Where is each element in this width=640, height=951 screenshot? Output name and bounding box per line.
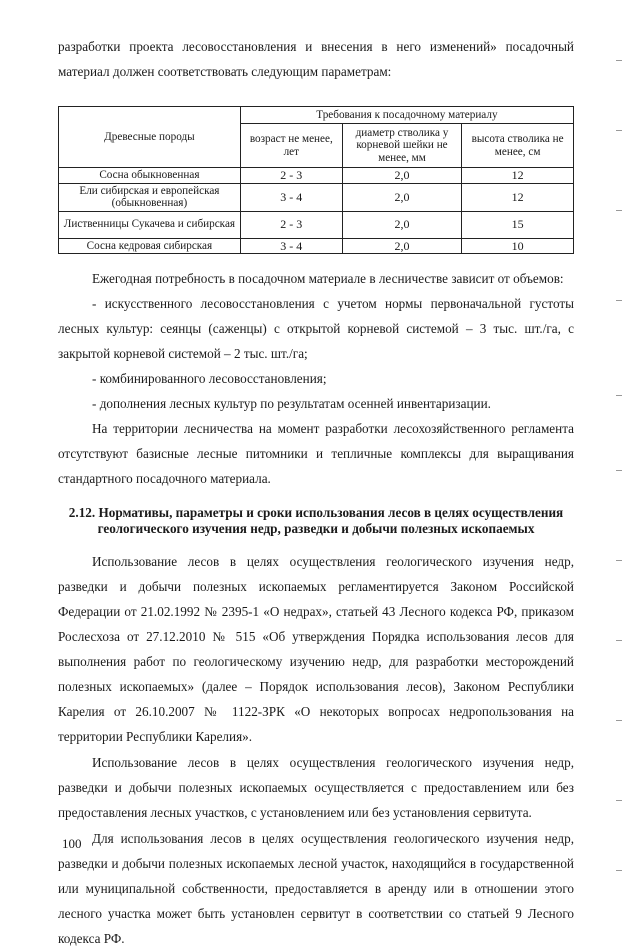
table-row: [59, 168, 574, 184]
section-paragraph-regulation: Использование лесов в целях осуществления геологического изучения недр, разведки и добычи полезных ископаемых регламентируется Законом Российской Федерации от 21.02.1992 № 2395-1 «О недрах», статьей 43 Лесного кодекса РФ, приказом Рослесхоза от 27.12.2010 № 515 «Об утверждения Порядка использования лесов для выполнения работ по геологическому изучению недр, для разработки месторождений полезных ископаемых» (далее – Порядок использования лесов), Законом Республики Карелия от 26.10.2007 № 1122-ЗРК «О некоторых вопросах недропользования на территории Республики Карелия».: [58, 554, 574, 744]
table-cell-species: Сосна кедровая сибирская: [59, 238, 241, 254]
table-header-group: Требования к посадочному материалу: [240, 107, 573, 124]
paragraph-supplement: - дополнения лесных культур по результатам осенней инвентаризации.: [92, 396, 491, 411]
table-cell-age: 2 - 3: [240, 211, 342, 238]
scan-edge-marks: [616, 0, 640, 905]
table-row: [59, 183, 574, 211]
table-cell-diameter: 2,0: [342, 211, 461, 238]
paragraph-demand: Ежегодная потребность в посадочном материале в лесничестве зависит от объемов:: [92, 271, 564, 286]
table-header-height: высота стволика не менее, см: [462, 124, 574, 168]
table-header-age: возраст не менее, лет: [240, 124, 342, 168]
planting-material-table: [58, 106, 574, 254]
table-cell-age: 2 - 3: [240, 168, 342, 184]
table-cell-age: 3 - 4: [240, 238, 342, 254]
section-paragraph-use: Использование лесов в целях осуществления геологического изучения недр, разведки и добычи полезных ископаемых осуществляется с предоставлением или без предоставления лесных участков, с установлением или без установления сервитута.: [58, 755, 574, 820]
paragraph-nurseries: На территории лесничества на момент разработки лесохозяйственного регламента отсутствуют базисные лесные питомники и тепличные комплексы для выращивания стандартного посадочного материала.: [58, 421, 574, 486]
table-cell-height: 12: [462, 168, 574, 184]
section-title: 2.12. Нормативы, параметры и сроки использования лесов в целях осуществления геологического изучения недр, разведки и добычи полезных ископаемых: [68, 505, 564, 536]
intro-paragraph: разработки проекта лесовосстановления и внесения в него изменений» посадочный материал должен соответствовать следующим параметрам:: [58, 39, 574, 79]
table-cell-species: Сосна обыкновенная: [59, 168, 241, 184]
table-cell-diameter: 2,0: [342, 183, 461, 211]
table-cell-height: 15: [462, 211, 574, 238]
table-cell-species: Ели сибирская и европейская (обыкновенная): [59, 183, 241, 211]
document-page: [58, 34, 574, 951]
table-row: [59, 211, 574, 238]
table-row: [59, 238, 574, 254]
table-cell-height: 12: [462, 183, 574, 211]
section-paragraph-lease: Для использования лесов в целях осуществления геологического изучения недр, разведки и добычи полезных ископаемых лесной участок, находящийся в государственной или муниципальной собственности, предоставляется в аренду или в отношении этого лесного участка может быть установлен сервитут в соответствии со статьей 9 Лесного кодекса РФ.: [58, 831, 574, 946]
table-cell-height: 10: [462, 238, 574, 254]
page-number: 100: [62, 836, 82, 851]
table-cell-diameter: 2,0: [342, 238, 461, 254]
table-header-species: Древесные породы: [59, 107, 241, 168]
table-cell-diameter: 2,0: [342, 168, 461, 184]
paragraph-artificial-reforestation: - искусственного лесовосстановления с учетом нормы первоначальной густоты лесных культур: сеянцы (саженцы) с открытой корневой системой – 3 тыс. шт./га, с закрытой корневой системой – 2 тыс. шт./га;: [58, 296, 574, 361]
table-cell-species: Лиственницы Сукачева и сибирская: [59, 211, 241, 238]
paragraph-combined-reforestation: - комбинированного лесовосстановления;: [92, 371, 327, 386]
table-header-diameter: диаметр стволика у корневой шейки не менее, мм: [342, 124, 461, 168]
table-cell-age: 3 - 4: [240, 183, 342, 211]
